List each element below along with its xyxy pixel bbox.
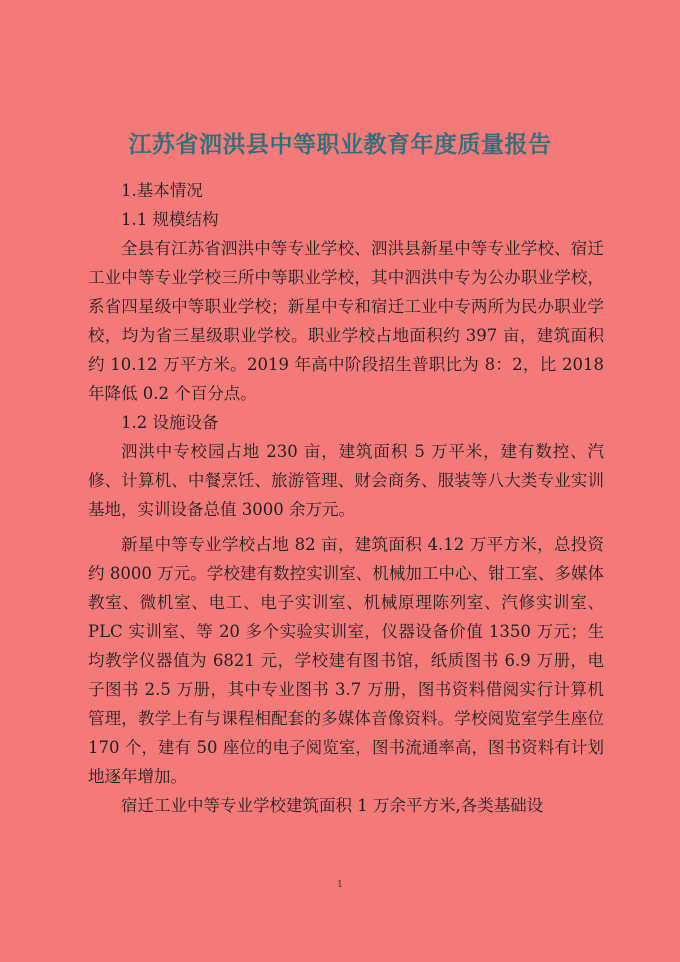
section-heading-basic-info: 1.基本情况 xyxy=(121,181,203,200)
paragraph-sihong-facilities: 泗洪中专校园占地 230 亩，建筑面积 5 万平米，建有数控、汽修、计算机、中餐烹饪、旅游管理、财会商务、服装等八大类专业实训基地，实训设备总值 3000 余万元。 xyxy=(88,442,604,519)
document-title: 江苏省泗洪县中等职业教育年度质量报告 xyxy=(128,131,552,158)
paragraph-xinxing-facilities: 新星中等专业学校占地 82 亩，建筑面积 4.12 万平方米，总投资约 8000 万元。学校建有数控实训室、机械加工中心、钳工室、多媒体教室、微机室、电工、电子实训室、机械原理陈列室、汽修实训室、PLC 实训室、等 20 多个实验实训室，仪器设备价值 1350 万元；生均教学仪器值为 6821 元，学校建有图书馆，纸质图书 6.9 万册，电子图书 2.5 万册，其中专业图书 3.7 万册，图书资料借阅实行计算机管理，教学上有与课程相配套的多媒体音像资料。学校阅览室学生座位 170 个，建有 50 座位的电子阅览室，图书流通率高，图书资料有计划地逐年增加。 xyxy=(88,535,604,786)
section-heading-facilities: 1.2 设施设备 xyxy=(121,413,219,432)
section-heading-scale-structure: 1.1 规模结构 xyxy=(121,210,219,229)
paragraph-suqian-facilities: 宿迁工业中等专业学校建筑面积 1 万余平方米,各类基础设 xyxy=(121,796,544,815)
document-body xyxy=(88,176,604,820)
paragraph-scale-structure: 全县有江苏省泗洪中等专业学校、泗洪县新星中等专业学校、宿迁工业中等专业学校三所中等职业学校，其中泗洪中专为公办职业学校，系省四星级中等职业学校；新星中专和宿迁工业中专两所为民办职业学校，均为省三星级职业学校。职业学校占地面积约 397 亩，建筑面积约 10.12 万平方米。2019 年高中阶段招生普职比为 8：2，比 2018 年降低 0.2 个百分点。 xyxy=(88,239,604,403)
page-number: 1 xyxy=(337,880,343,890)
